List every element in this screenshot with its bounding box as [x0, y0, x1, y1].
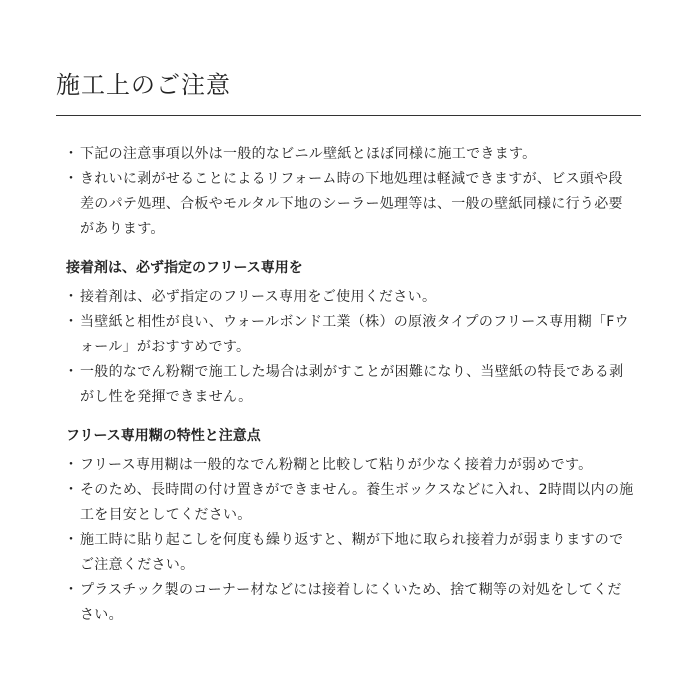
list-item [56, 478, 641, 528]
list-item [56, 360, 641, 410]
bullet-icon: ・ [64, 289, 79, 305]
section-heading-adhesive: 接着剤は、必ず指定のフリース専用を [66, 260, 303, 276]
bullet-icon: ・ [64, 457, 79, 473]
list-item-text: フリース専用糊は一般的なでん粉糊と比較して粘りが少なく接着力が弱めです。 [80, 457, 593, 473]
list-item [56, 578, 641, 628]
list-item [56, 453, 641, 478]
bullet-icon: ・ [64, 532, 79, 548]
section-general [56, 142, 641, 242]
list-item-text: きれいに剥がせることによるリフォーム時の下地処理は軽減できますが、ビス頭や段差のパテ処理、合板やモルタル下地のシーラー処理等は、一般の壁紙同様に行う必要があります。 [80, 171, 623, 237]
section-fleece-paste [56, 426, 641, 628]
list-item-text: 一般的なでん粉糊で施工した場合は剥がすことが困難になり、当壁紙の特長である剥がし性を発揮できません。 [80, 364, 624, 405]
general-notes-list [56, 142, 641, 242]
bullet-icon: ・ [64, 482, 79, 498]
bullet-icon: ・ [64, 171, 79, 187]
section-adhesive [56, 258, 641, 410]
list-item [56, 167, 641, 242]
list-item-text: 下記の注意事項以外は一般的なビニル壁紙とほぼ同様に施工できます。 [80, 146, 537, 162]
title-divider [56, 115, 641, 116]
list-item-text: 接着剤は、必ず指定のフリース専用をご使用ください。 [80, 289, 437, 305]
list-item [56, 528, 641, 578]
list-item-text: プラスチック製のコーナー材などには接着しにくいため、捨て糊等の対処をしてください。 [80, 582, 622, 623]
bullet-icon: ・ [64, 314, 79, 330]
list-item [56, 310, 641, 360]
list-item [56, 142, 641, 167]
list-item [56, 285, 641, 310]
list-item-text: 施工時に貼り起こしを何度も繰り返すと、糊が下地に取られ接着力が弱まりますのでご注意ください。 [80, 532, 624, 573]
bullet-icon: ・ [64, 364, 79, 380]
list-item-text: 当壁紙と相性が良い、ウォールボンド工業（株）の原液タイプのフリース専用糊「Fウォール」がおすすめです。 [80, 314, 629, 355]
section-heading-fleece-paste: フリース専用糊の特性と注意点 [66, 428, 261, 444]
bullet-icon: ・ [64, 582, 79, 598]
adhesive-notes-list [56, 285, 641, 410]
page-title: 施工上のご注意 [56, 71, 231, 99]
fleece-paste-notes-list [56, 453, 641, 628]
bullet-icon: ・ [64, 146, 79, 162]
list-item-text: そのため、長時間の付け置きができません。養生ボックスなどに入れ、2時間以内の施工を目安としてください。 [80, 482, 634, 523]
